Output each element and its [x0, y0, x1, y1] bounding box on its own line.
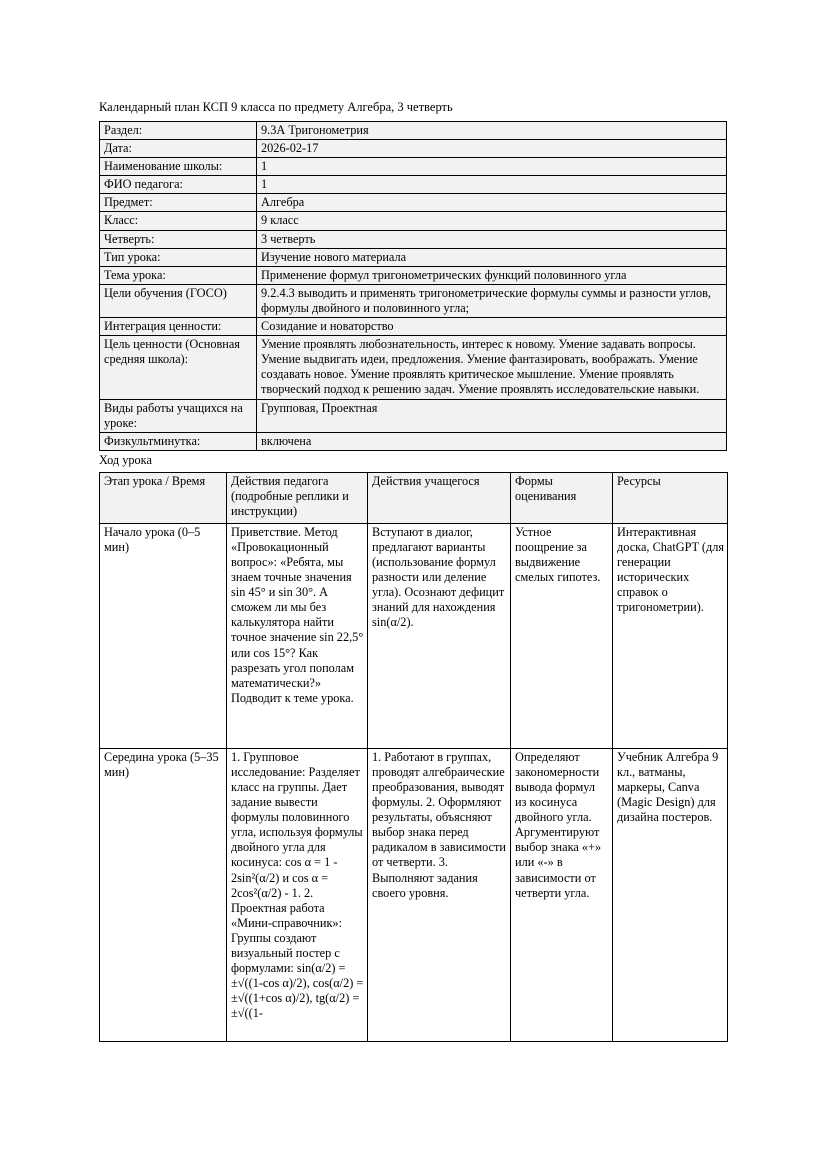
column-header-assessment: Формы оценивания: [511, 472, 613, 523]
table-row: [100, 140, 727, 158]
info-value: 9.2.4.3 выводить и применять тригонометрические формулы суммы и разности углов, формулы двойного и половинного угла;: [257, 284, 727, 317]
info-key: Раздел:: [100, 122, 257, 140]
lesson-info-body: [100, 122, 727, 451]
table-row: [100, 284, 727, 317]
info-value: включена: [257, 432, 727, 450]
info-key: Цель ценности (Основная средняя школа):: [100, 336, 257, 399]
info-value: Алгебра: [257, 194, 727, 212]
cell-resources: Учебник Алгебра 9 кл., ватманы, маркеры, Canva (Magic Design) для дизайна постеров.: [613, 748, 728, 1041]
column-header-teacher-actions: Действия педагога (подробные реплики и инструкции): [227, 472, 368, 523]
table-header-row: [100, 472, 728, 523]
table-row: [100, 318, 727, 336]
table-row: [100, 248, 727, 266]
info-value: 1: [257, 158, 727, 176]
info-key: Тема урока:: [100, 266, 257, 284]
info-key: Тип урока:: [100, 248, 257, 266]
info-key: Дата:: [100, 140, 257, 158]
info-key: Четверть:: [100, 230, 257, 248]
info-value: Умение проявлять любознательность, интерес к новому. Умение задавать вопросы. Умение выдвигать идеи, предложения. Умение фантазировать, воображать. Умение создавать новое. Умение проявлять критическое мышление. Умение проявлять творческий подход к решению задач. Умение проявлять исследовательские навыки.: [257, 336, 727, 399]
info-value: 3 четверть: [257, 230, 727, 248]
table-row: [100, 399, 727, 432]
table-row: [100, 158, 727, 176]
cell-stage: Середина урока (5–35 мин): [100, 748, 227, 1041]
info-key: Интеграция ценности:: [100, 318, 257, 336]
table-row: [100, 176, 727, 194]
cell-assessment: Определяют закономерности вывода формул из косинуса двойного угла. Аргументируют выбор знака «+» или «-» в зависимости от четверти угла.: [511, 748, 613, 1041]
lesson-flow-heading: Ход урока: [99, 452, 152, 467]
cell-student-actions: Вступают в диалог, предлагают варианты (использование формул разности или деление угла). Осознают дефицит знаний для нахождения sin(α/2).: [368, 523, 511, 748]
lesson-info-table: [99, 121, 727, 451]
lesson-flow-body: [100, 523, 728, 1041]
cell-resources: Интерактивная доска, ChatGPT (для генерации исторических справок о тригонометрии).: [613, 523, 728, 748]
info-value: Групповая, Проектная: [257, 399, 727, 432]
info-value: Изучение нового материала: [257, 248, 727, 266]
info-value: Применение формул тригонометрических функций половинного угла: [257, 266, 727, 284]
info-key: Предмет:: [100, 194, 257, 212]
page-title: Календарный план КСП 9 класса по предмету Алгебра, 3 четверть: [99, 100, 453, 114]
table-row: [100, 230, 727, 248]
info-value: Созидание и новаторство: [257, 318, 727, 336]
column-header-stage: Этап урока / Время: [100, 472, 227, 523]
info-key: Цели обучения (ГОСО): [100, 284, 257, 317]
info-value: 9.3А Тригонометрия: [257, 122, 727, 140]
column-header-student-actions: Действия учащегося: [368, 472, 511, 523]
table-row: [100, 266, 727, 284]
cell-teacher-actions: 1. Групповое исследование: Разделяет класс на группы. Дает задание вывести формулы половинного угла, используя формулы двойного угла для косинуса: cos α = 1 - 2sin²(α/2) и cos α = 2cos²(α/2) - 1. 2. Проектная работа «Мини-справочник»: Группы создают визуальный постер с формулами: sin(α/2) = ±√((1-cos α)/2), cos(α/2) = ±√((1+cos α)/2), tg(α/2) = ±√((1-: [227, 748, 368, 1041]
cell-assessment: Устное поощрение за выдвижение смелых гипотез.: [511, 523, 613, 748]
table-row: [100, 523, 728, 748]
lesson-flow-table: [99, 472, 728, 1042]
cell-stage: Начало урока (0–5 мин): [100, 523, 227, 748]
info-key: Физкультминутка:: [100, 432, 257, 450]
cell-student-actions: 1. Работают в группах, проводят алгебраические преобразования, выводят формулы. 2. Оформляют результаты, объясняют выбор знака перед радикалом в зависимости от четверти. 3. Выполняют задания своего уровня.: [368, 748, 511, 1041]
info-value: 9 класс: [257, 212, 727, 230]
info-key: Класс:: [100, 212, 257, 230]
info-key: Наименование школы:: [100, 158, 257, 176]
info-value: 2026-02-17: [257, 140, 727, 158]
table-row: [100, 748, 728, 1041]
info-key: Виды работы учащихся на уроке:: [100, 399, 257, 432]
table-row: [100, 122, 727, 140]
table-row: [100, 336, 727, 399]
info-key: ФИО педагога:: [100, 176, 257, 194]
lesson-flow-header: [100, 472, 728, 523]
table-row: [100, 194, 727, 212]
table-row: [100, 432, 727, 450]
column-header-resources: Ресурсы: [613, 472, 728, 523]
table-row: [100, 212, 727, 230]
info-value: 1: [257, 176, 727, 194]
cell-teacher-actions: Приветствие. Метод «Провокационный вопрос»: «Ребята, мы знаем точные значения sin 45° и sin 30°. А сможем ли мы без калькулятора найти точное значение sin 22,5° или cos 15°? Как разрезать угол пополам математически?» Подводит к теме урока.: [227, 523, 368, 748]
